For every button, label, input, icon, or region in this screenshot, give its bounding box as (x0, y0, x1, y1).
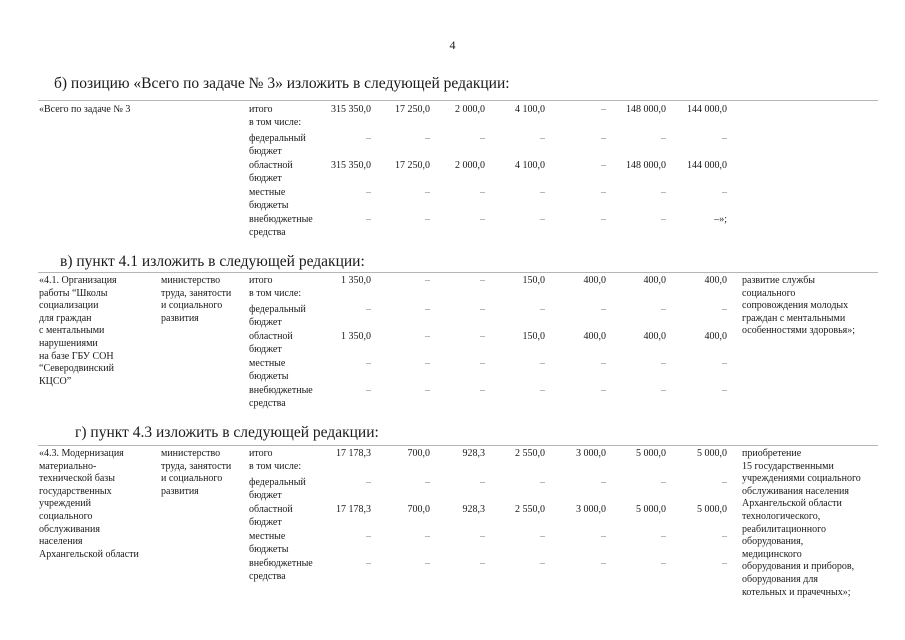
funding-value: – (425, 214, 430, 225)
funding-value: – (425, 385, 430, 396)
funding-value: – (722, 531, 727, 542)
funding-value: – (661, 477, 666, 488)
funding-source-label: федеральный бюджет (249, 133, 306, 157)
funding-value: 400,0 (704, 275, 727, 286)
funding-value: – (540, 187, 545, 198)
funding-value: 928,3 (462, 504, 485, 515)
funding-source-label: в том числе: (249, 461, 302, 472)
funding-value: 17 250,0 (395, 104, 430, 115)
section-heading: г) пункт 4.3 изложить в следующей редакции: (75, 424, 379, 441)
funding-value: – (540, 358, 545, 369)
funding-value: – (661, 531, 666, 542)
funding-value: – (366, 477, 371, 488)
funding-value: 148 000,0 (626, 160, 666, 171)
funding-value: – (601, 160, 606, 171)
funding-value: 1 350,0 (341, 275, 371, 286)
funding-value: – (540, 385, 545, 396)
funding-value: 1 350,0 (341, 331, 371, 342)
funding-value: – (425, 304, 430, 315)
funding-source-label: внебюджетные средства (249, 214, 313, 238)
funding-value: 3 000,0 (576, 448, 606, 459)
section-divider (38, 445, 878, 446)
funding-value: – (540, 558, 545, 569)
funding-value: – (425, 358, 430, 369)
funding-value: 5 000,0 (636, 448, 666, 459)
funding-value: 2 000,0 (455, 160, 485, 171)
page-number: 4 (449, 38, 456, 52)
funding-value: – (366, 187, 371, 198)
funding-value: – (480, 331, 485, 342)
funding-value: – (366, 133, 371, 144)
funding-value: 400,0 (583, 331, 606, 342)
funding-value: – (722, 385, 727, 396)
funding-source-label: местные бюджеты (249, 531, 289, 555)
funding-value: – (366, 304, 371, 315)
funding-value: – (601, 531, 606, 542)
funding-value: – (366, 358, 371, 369)
funding-value: – (366, 558, 371, 569)
funding-value: – (480, 358, 485, 369)
funding-value: 144 000,0 (687, 160, 727, 171)
funding-value: – (661, 304, 666, 315)
funding-value: – (480, 214, 485, 225)
funding-value: – (601, 358, 606, 369)
funding-value: – (425, 187, 430, 198)
funding-value: – (480, 304, 485, 315)
funding-value: – (480, 133, 485, 144)
col-result-cell: развитие службы социального сопровождения молодых граждан с ментальными особенностями здоровья»; (742, 275, 856, 337)
funding-value: 4 100,0 (515, 104, 545, 115)
funding-value: – (601, 477, 606, 488)
section-heading: б) позицию «Всего по задаче № 3» изложить в следующей редакции: (54, 75, 510, 92)
funding-source-label: федеральный бюджет (249, 477, 306, 501)
funding-value: 150,0 (522, 275, 545, 286)
funding-value: 2 000,0 (455, 104, 485, 115)
col-executor-cell: министерство труда, занятости и социального развития (161, 448, 232, 497)
funding-value: 3 000,0 (576, 504, 606, 515)
funding-value: – (722, 358, 727, 369)
funding-value: 4 100,0 (515, 160, 545, 171)
funding-source-label: в том числе: (249, 288, 302, 299)
funding-value: – (722, 558, 727, 569)
funding-value: –»; (714, 214, 727, 225)
funding-value: – (540, 133, 545, 144)
funding-value: 400,0 (704, 331, 727, 342)
funding-source-label: внебюджетные средства (249, 385, 313, 409)
funding-source-label: итого (249, 104, 273, 115)
funding-value: 2 550,0 (515, 504, 545, 515)
funding-value: – (722, 187, 727, 198)
funding-value: – (601, 187, 606, 198)
funding-value: – (366, 214, 371, 225)
funding-value: – (722, 133, 727, 144)
funding-value: – (722, 304, 727, 315)
funding-value: 700,0 (407, 448, 430, 459)
funding-value: 5 000,0 (697, 448, 727, 459)
funding-value: – (540, 531, 545, 542)
funding-value: 400,0 (643, 275, 666, 286)
funding-value: – (366, 385, 371, 396)
funding-value: 17 250,0 (395, 160, 430, 171)
funding-value: – (722, 477, 727, 488)
section-divider (38, 272, 878, 273)
funding-value: 700,0 (407, 504, 430, 515)
funding-value: – (540, 214, 545, 225)
funding-source-label: в том числе: (249, 117, 302, 128)
funding-value: 400,0 (583, 275, 606, 286)
funding-value: 315 350,0 (331, 104, 371, 115)
funding-source-label: областной бюджет (249, 160, 293, 184)
funding-value: – (425, 133, 430, 144)
funding-value: – (601, 214, 606, 225)
funding-value: – (425, 275, 430, 286)
funding-value: 928,3 (462, 448, 485, 459)
funding-value: 5 000,0 (636, 504, 666, 515)
funding-value: 144 000,0 (687, 104, 727, 115)
funding-source-label: внебюджетные средства (249, 558, 313, 582)
funding-value: 400,0 (643, 331, 666, 342)
funding-value: – (601, 133, 606, 144)
funding-value: – (425, 331, 430, 342)
funding-value: 17 178,3 (336, 504, 371, 515)
funding-value: – (661, 358, 666, 369)
funding-value: – (601, 304, 606, 315)
col-name-cell: «4.1. Организация работы “Школы социализации для граждан с ментальными нарушениями на базе ГБУ СОН “Северодвинский КЦСО” (39, 275, 117, 387)
col-name-cell: «4.3. Модернизация материально- технической базы государственных учреждений социального обслуживания населения Архангельской области (39, 448, 139, 560)
funding-value: – (480, 558, 485, 569)
funding-value: – (601, 104, 606, 115)
funding-value: 2 550,0 (515, 448, 545, 459)
funding-value: – (601, 385, 606, 396)
funding-value: – (480, 477, 485, 488)
funding-value: – (480, 187, 485, 198)
funding-value: – (425, 477, 430, 488)
col-result-cell: приобретение 15 государственными учреждениями социального обслуживания населения Архангельской области технологического, реабилитационного оборудования, медицинского оборудования и приборов, оборудования для котельных и прачечных»; (742, 448, 861, 598)
funding-source-label: итого (249, 275, 273, 286)
funding-value: – (480, 275, 485, 286)
funding-source-label: местные бюджеты (249, 358, 289, 382)
funding-value: – (661, 385, 666, 396)
funding-value: – (661, 133, 666, 144)
funding-source-label: областной бюджет (249, 331, 293, 355)
funding-value: – (366, 531, 371, 542)
funding-value: 150,0 (522, 331, 545, 342)
funding-value: – (540, 304, 545, 315)
section-divider (38, 100, 878, 101)
funding-value: – (425, 558, 430, 569)
funding-source-label: местные бюджеты (249, 187, 289, 211)
funding-value: 315 350,0 (331, 160, 371, 171)
section-heading: в) пункт 4.1 изложить в следующей редакции: (60, 253, 365, 270)
funding-value: – (480, 531, 485, 542)
funding-value: – (661, 187, 666, 198)
funding-source-label: федеральный бюджет (249, 304, 306, 328)
funding-value: – (540, 477, 545, 488)
funding-value: – (661, 558, 666, 569)
funding-value: – (425, 531, 430, 542)
funding-value: – (480, 385, 485, 396)
funding-value: – (661, 214, 666, 225)
funding-source-label: областной бюджет (249, 504, 293, 528)
funding-value: – (601, 558, 606, 569)
funding-value: 5 000,0 (697, 504, 727, 515)
col-executor-cell: министерство труда, занятости и социального развития (161, 275, 232, 324)
col-name-cell: «Всего по задаче № 3 (39, 104, 131, 115)
funding-value: 148 000,0 (626, 104, 666, 115)
funding-value: 17 178,3 (336, 448, 371, 459)
funding-source-label: итого (249, 448, 273, 459)
